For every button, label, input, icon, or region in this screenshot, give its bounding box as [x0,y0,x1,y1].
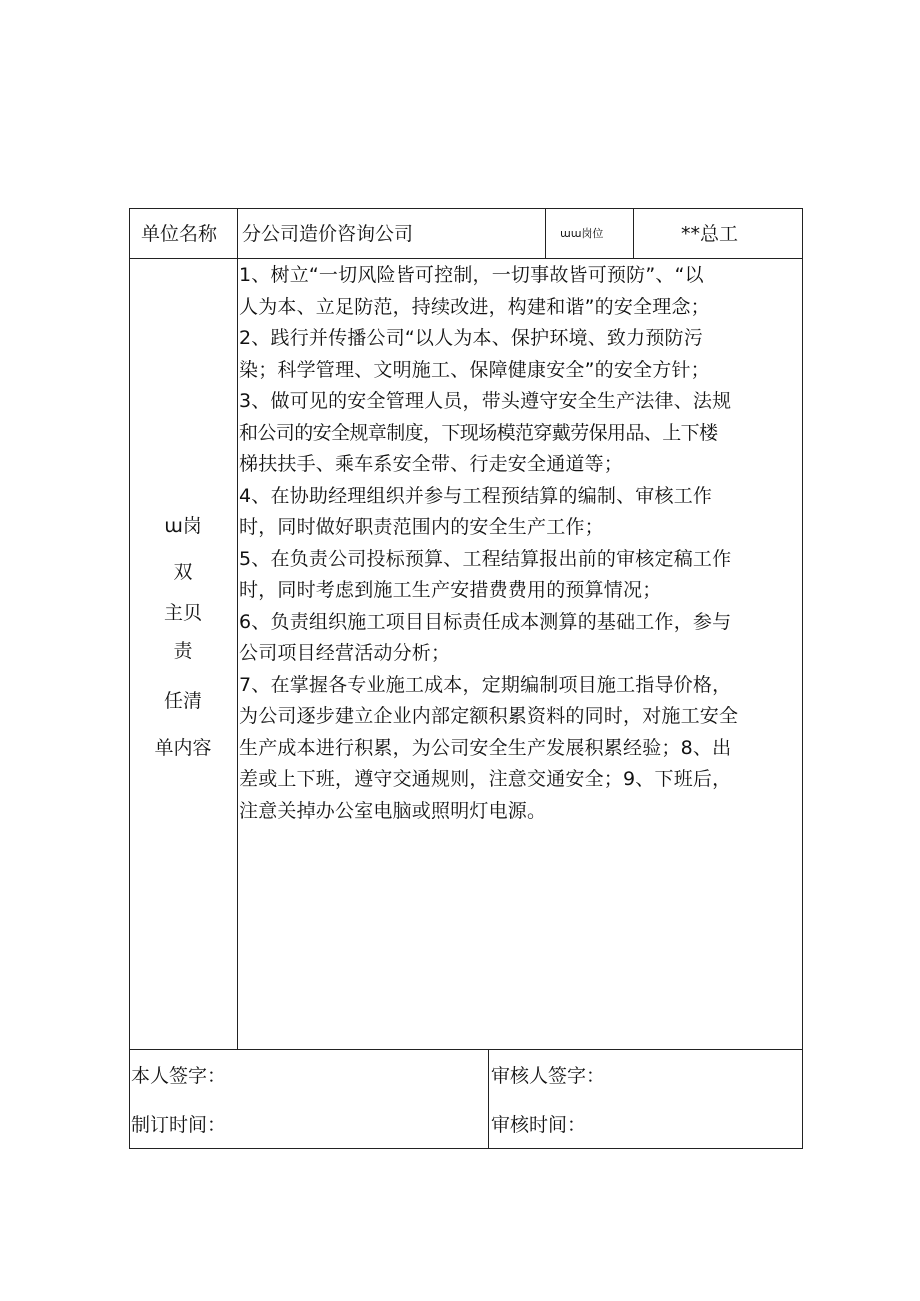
label-column-divider [237,208,238,1050]
content-line: 人为本、立足防范，持续改进，构建和谐”的安全理念； [239,295,710,318]
header-row-divider [129,258,803,259]
content-line: 2、践行并传播公司“以人为本、保护环境、致力预防污 [239,327,703,349]
unit-name-value: 分公司造价咨询公司 [242,223,414,245]
content-line: 4、在协助经理组织并参与工程预结算的编制、审核工作 [239,484,713,507]
content-line: 6、负责组织施工项目目标责任成本测算的基础工作，参与 [239,610,732,633]
side-label-line-3: 主贝 [163,602,202,624]
content-line: 1、树立“一切风险皆可控制，一切事故皆可预防”、“以 [239,264,704,286]
content-line: 3、做可见的安全管理人员，带头遵守安全生产法律、法规 [239,390,732,412]
content-line: 生产成本进行积累，为公司安全生产发展积累经验；8、出 [239,736,732,759]
self-signature-field: 本人签字： [131,1065,227,1087]
responsibility-content [239,260,801,827]
side-label-line-4: 责 [173,640,193,662]
position-value: **总工 [681,223,739,245]
content-line: 时，同时考虑到施工生产安措费费用的预算情况； [239,579,662,601]
side-label-line-5: 任清 [163,690,202,712]
border-bottom [129,1148,803,1149]
header-divider-1 [545,208,546,259]
header-divider-2 [633,208,634,259]
reviewer-signature-field: 审核人签字： [491,1065,606,1087]
content-line: 5、在负责公司投标预算、工程结算报出前的审核定稿工作 [239,547,732,570]
content-line: 为公司逐步建立企业内部定额积累资料的同时，对施工安全 [239,705,739,727]
content-line: 梯扶扶手、乘车系安全带、行走安全通道等； [239,453,624,475]
made-time-field: 制订时间： [131,1114,227,1136]
position-label: ɯɯ岗位 [560,227,604,240]
content-line: 注意关掉办公室电脑或照明灯电源。 [239,799,547,822]
footer-divider [488,1049,489,1149]
side-label-line-2: 双 [173,561,193,583]
side-label-line-6: 单内容 [154,737,212,759]
border-right [802,208,803,1149]
unit-name-label: 单位名称 [141,223,218,245]
side-label-line-1: ɯ岗 [164,515,202,537]
responsibility-table [129,208,803,1149]
content-line: 染；科学管理、文明施工、保障健康安全”的安全方针； [239,358,710,381]
border-top [129,208,803,209]
border-left [129,208,130,1149]
content-line: 和公司的安全规章制度，下现场模范穿戴劳保用品、上下楼 [239,421,718,444]
content-line: 时，同时做好职责范围内的安全生产工作； [239,516,604,538]
content-line: 7、在掌握各专业施工成本，定期编制项目施工指导价格， [239,673,732,696]
content-line: 公司项目经营活动分析； [239,642,451,664]
content-line: 差或上下班，遵守交通规则，注意交通安全；9、下班后， [239,768,732,790]
review-time-field: 审核时间： [491,1114,587,1136]
content-row-divider [129,1049,803,1050]
